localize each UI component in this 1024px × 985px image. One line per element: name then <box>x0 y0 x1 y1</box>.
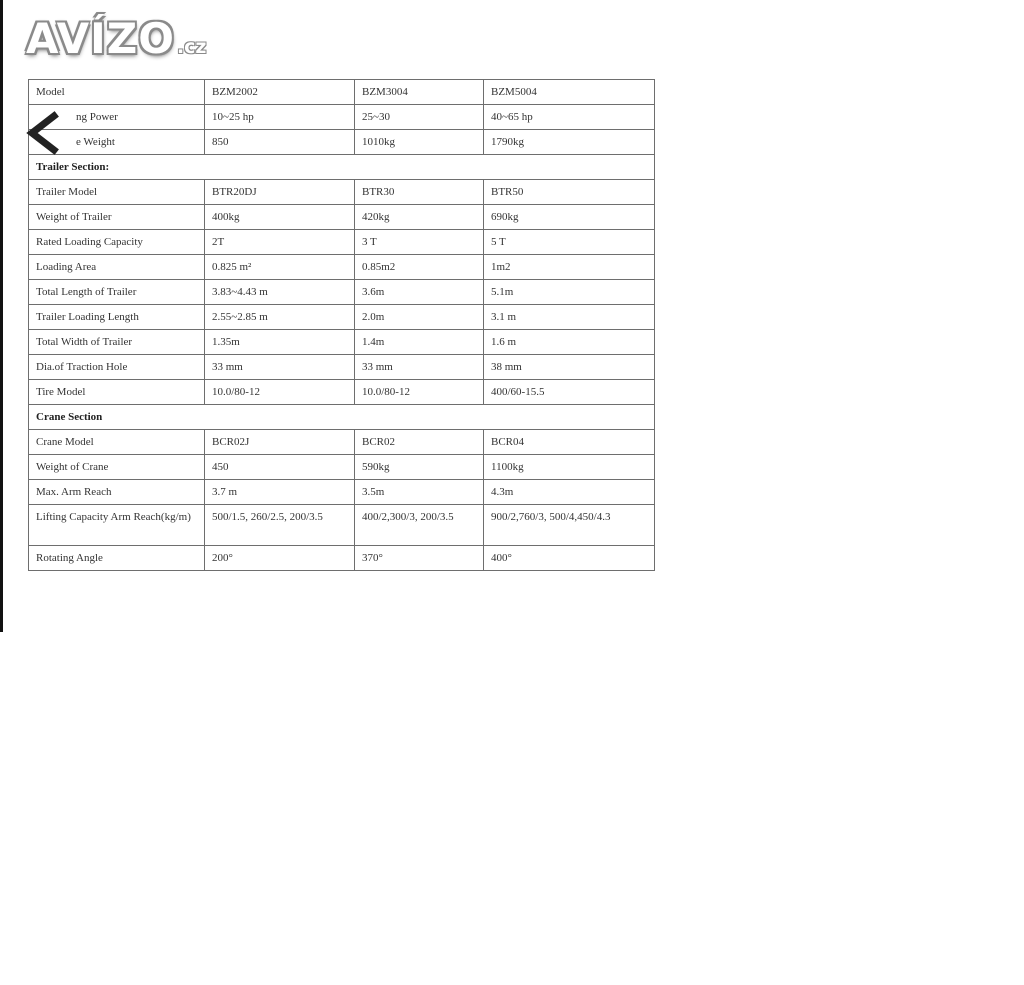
bzm3004-value-cell: 33 mm <box>355 355 484 380</box>
bzm3004-value-cell: 3 T <box>355 230 484 255</box>
table-row <box>29 130 655 155</box>
bzm2002-value-cell: 1.35m <box>205 330 355 355</box>
spec-table-body <box>29 80 655 571</box>
bzm5004-value-cell: 1.6 m <box>484 330 655 355</box>
spec-label-cell: ng Power <box>29 105 205 130</box>
bzm3004-value-cell: 10.0/80-12 <box>355 380 484 405</box>
section-header-row <box>29 155 655 180</box>
logo-wordmark: AVÍZO <box>26 14 175 63</box>
bzm2002-value-cell: 0.825 m² <box>205 255 355 280</box>
bzm2002-value-cell: 200° <box>205 546 355 571</box>
spec-label-cell: Weight of Crane <box>29 455 205 480</box>
bzm3004-value-cell: 1.4m <box>355 330 484 355</box>
logo-domain-suffix: .cz <box>176 36 207 58</box>
bzm5004-value-cell: 400° <box>484 546 655 571</box>
table-row <box>29 480 655 505</box>
spec-label-cell: Weight of Trailer <box>29 205 205 230</box>
bzm5004-value-cell: 1790kg <box>484 130 655 155</box>
bzm3004-value-cell: BTR30 <box>355 180 484 205</box>
spec-label-cell: Rated Loading Capacity <box>29 230 205 255</box>
bzm3004-value-cell: 25~30 <box>355 105 484 130</box>
table-row <box>29 305 655 330</box>
table-row <box>29 430 655 455</box>
spec-label-cell: Trailer Loading Length <box>29 305 205 330</box>
table-row <box>29 330 655 355</box>
bzm3004-value-cell: 590kg <box>355 455 484 480</box>
bzm2002-value-cell: BZM2002 <box>205 80 355 105</box>
bzm2002-value-cell: 3.7 m <box>205 480 355 505</box>
bzm3004-value-cell: 1010kg <box>355 130 484 155</box>
bzm5004-value-cell: 1m2 <box>484 255 655 280</box>
bzm2002-value-cell: BTR20DJ <box>205 180 355 205</box>
spec-label-cell: Lifting Capacity Arm Reach(kg/m) <box>29 505 205 546</box>
section-header-row <box>29 405 655 430</box>
spec-label-cell: Max. Arm Reach <box>29 480 205 505</box>
table-row <box>29 546 655 571</box>
spec-label-cell: Trailer Model <box>29 180 205 205</box>
spec-label-cell: Rotating Angle <box>29 546 205 571</box>
bzm2002-value-cell: 850 <box>205 130 355 155</box>
bzm2002-value-cell: 33 mm <box>205 355 355 380</box>
bzm3004-value-cell: 2.0m <box>355 305 484 330</box>
section-header: Trailer Section: <box>29 155 655 180</box>
bzm5004-value-cell: BZM5004 <box>484 80 655 105</box>
bzm2002-value-cell: BCR02J <box>205 430 355 455</box>
table-row <box>29 205 655 230</box>
bzm2002-value-cell: 3.83~4.43 m <box>205 280 355 305</box>
bzm5004-value-cell: 3.1 m <box>484 305 655 330</box>
table-row <box>29 80 655 105</box>
page-left-border <box>0 0 3 632</box>
bzm2002-value-cell: 10~25 hp <box>205 105 355 130</box>
bzm3004-value-cell: 3.5m <box>355 480 484 505</box>
bzm3004-value-cell: 400/2,300/3, 200/3.5 <box>355 505 484 546</box>
spec-label-cell: Crane Model <box>29 430 205 455</box>
spec-label-cell: Total Length of Trailer <box>29 280 205 305</box>
bzm3004-value-cell: BZM3004 <box>355 80 484 105</box>
table-row <box>29 180 655 205</box>
table-row <box>29 280 655 305</box>
spec-label-cell: Total Width of Trailer <box>29 330 205 355</box>
table-row <box>29 255 655 280</box>
bzm2002-value-cell: 10.0/80-12 <box>205 380 355 405</box>
avizo-logo[interactable] <box>26 14 207 66</box>
spec-label-cell: Loading Area <box>29 255 205 280</box>
spec-label-cell: Tire Model <box>29 380 205 405</box>
bzm5004-value-cell: 900/2,760/3, 500/4,450/4.3 <box>484 505 655 546</box>
table-row <box>29 355 655 380</box>
bzm2002-value-cell: 2T <box>205 230 355 255</box>
table-row <box>29 105 655 130</box>
table-row <box>29 230 655 255</box>
bzm3004-value-cell: 370° <box>355 546 484 571</box>
bzm3004-value-cell: BCR02 <box>355 430 484 455</box>
bzm5004-value-cell: 38 mm <box>484 355 655 380</box>
bzm5004-value-cell: 400/60-15.5 <box>484 380 655 405</box>
bzm5004-value-cell: BCR04 <box>484 430 655 455</box>
section-header: Crane Section <box>29 405 655 430</box>
bzm5004-value-cell: 5 T <box>484 230 655 255</box>
bzm2002-value-cell: 2.55~2.85 m <box>205 305 355 330</box>
bzm3004-value-cell: 3.6m <box>355 280 484 305</box>
chevron-left-icon-graphic <box>24 110 64 156</box>
bzm5004-value-cell: 1100kg <box>484 455 655 480</box>
bzm5004-value-cell: 5.1m <box>484 280 655 305</box>
bzm3004-value-cell: 420kg <box>355 205 484 230</box>
bzm5004-value-cell: 40~65 hp <box>484 105 655 130</box>
bzm5004-value-cell: BTR50 <box>484 180 655 205</box>
spec-label-cell: Dia.of Traction Hole <box>29 355 205 380</box>
bzm5004-value-cell: 4.3m <box>484 480 655 505</box>
spec-label-cell: e Weight <box>29 130 205 155</box>
spec-label-cell: Model <box>29 80 205 105</box>
table-row <box>29 380 655 405</box>
table-row <box>29 505 655 546</box>
bzm2002-value-cell: 500/1.5, 260/2.5, 200/3.5 <box>205 505 355 546</box>
spec-table <box>28 79 655 571</box>
bzm3004-value-cell: 0.85m2 <box>355 255 484 280</box>
bzm2002-value-cell: 400kg <box>205 205 355 230</box>
bzm5004-value-cell: 690kg <box>484 205 655 230</box>
bzm2002-value-cell: 450 <box>205 455 355 480</box>
table-row <box>29 455 655 480</box>
chevron-left-icon[interactable] <box>24 110 64 156</box>
